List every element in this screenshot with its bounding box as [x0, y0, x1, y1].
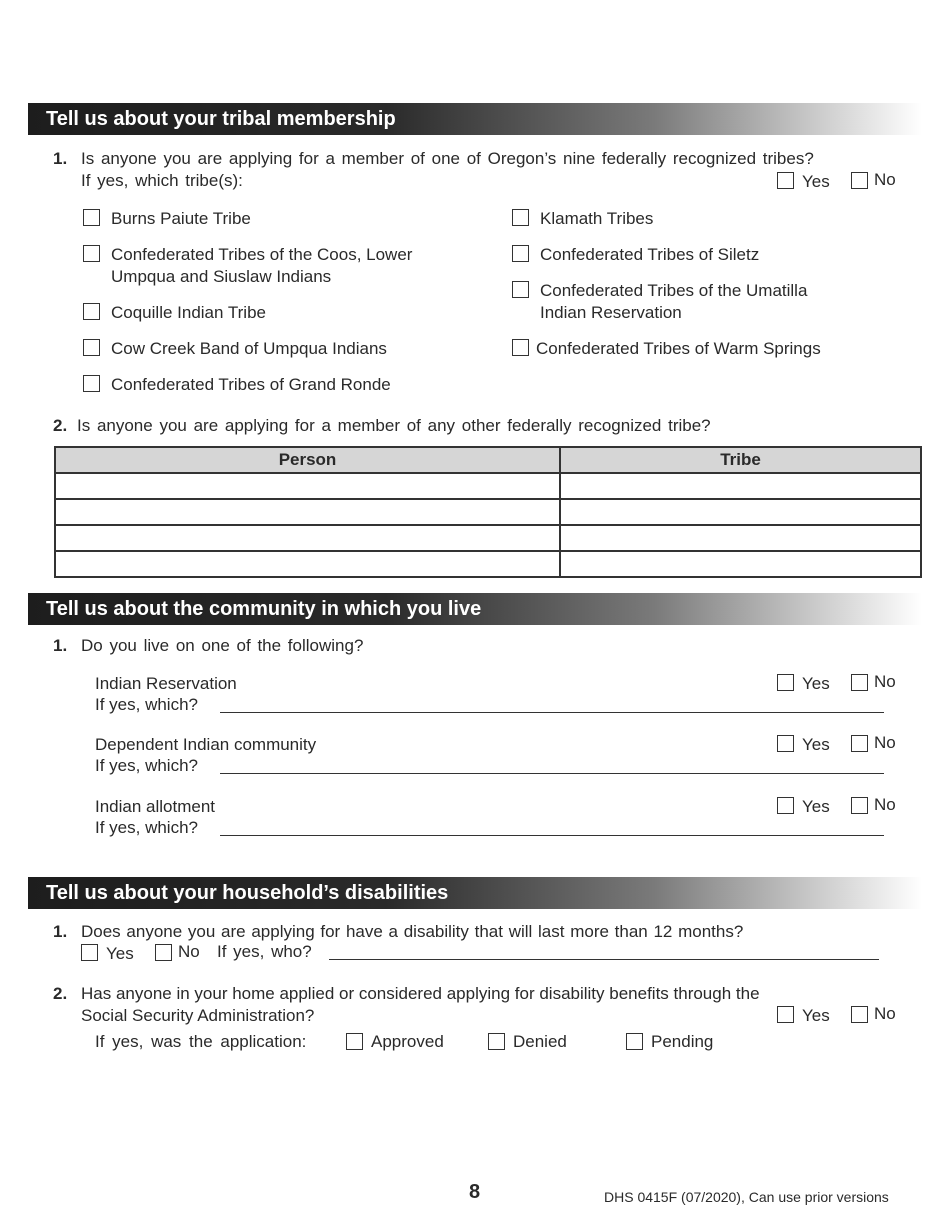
tribe-cell[interactable] — [560, 551, 921, 577]
community-label: Dependent Indian community — [95, 735, 317, 754]
tribe-label-line2: Umpqua and Siuslaw Indians — [111, 267, 332, 286]
question-number: 2. — [53, 416, 68, 435]
section-header-disabilities: Tell us about your household’s disabilities — [28, 877, 922, 909]
tribe-label: Confederated Tribes of the Umatilla — [540, 281, 808, 300]
question-number: 1. — [53, 922, 68, 941]
tribe-label: Klamath Tribes — [540, 209, 654, 228]
yes-checkbox[interactable] — [81, 944, 98, 961]
yes-label: Yes — [106, 944, 134, 963]
tribe-checkbox[interactable] — [512, 209, 529, 226]
no-label: No — [874, 170, 896, 189]
no-checkbox[interactable] — [851, 172, 868, 189]
which-label: If yes, which? — [95, 756, 198, 775]
tribe-cell[interactable] — [560, 473, 921, 499]
community-label: Indian allotment — [95, 797, 216, 816]
other-tribe-table — [54, 446, 922, 578]
tribe-checkbox[interactable] — [83, 339, 100, 356]
no-checkbox[interactable] — [851, 674, 868, 691]
tribe-label: Confederated Tribes of Grand Ronde — [111, 375, 391, 394]
yes-checkbox[interactable] — [777, 1006, 794, 1023]
no-label: No — [874, 795, 896, 814]
application-status-label: If yes, was the application: — [95, 1032, 307, 1051]
no-label: No — [874, 672, 896, 691]
tribe-label: Confederated Tribes of the Coos, Lower — [111, 245, 413, 264]
person-cell[interactable] — [55, 551, 560, 577]
yes-checkbox[interactable] — [777, 797, 794, 814]
who-label: If yes, who? — [217, 942, 312, 961]
which-input-line[interactable] — [220, 773, 884, 774]
tribe-checkbox[interactable] — [512, 339, 529, 356]
no-label: No — [178, 942, 200, 961]
question-number: 1. — [53, 636, 68, 655]
pending-label: Pending — [651, 1032, 714, 1051]
which-input-line[interactable] — [220, 835, 884, 836]
tribe-label: Coquille Indian Tribe — [111, 303, 266, 322]
question-text: Is anyone you are applying for a member of one of Oregon’s nine federally recognized tribes? — [81, 149, 814, 168]
column-header-tribe: Tribe — [560, 447, 921, 473]
tribe-checkbox[interactable] — [83, 245, 100, 262]
approved-label: Approved — [371, 1032, 444, 1051]
tribe-cell[interactable] — [560, 525, 921, 551]
tribe-checkbox[interactable] — [83, 375, 100, 392]
tribe-checkbox[interactable] — [83, 209, 100, 226]
which-label: If yes, which? — [95, 818, 198, 837]
no-label: No — [874, 733, 896, 752]
tribe-checkbox[interactable] — [512, 245, 529, 262]
approved-checkbox[interactable] — [346, 1033, 363, 1050]
which-label: If yes, which? — [95, 695, 198, 714]
question-text: Is anyone you are applying for a member of any other federally recognized tribe? — [77, 416, 711, 435]
section-header-community: Tell us about the community in which you live — [28, 593, 922, 625]
question-number: 1. — [53, 149, 68, 168]
question-subtext: If yes, which tribe(s): — [81, 171, 243, 190]
yes-checkbox[interactable] — [777, 172, 794, 189]
tribe-label: Confederated Tribes of Warm Springs — [536, 339, 821, 358]
denied-label: Denied — [513, 1032, 567, 1051]
pending-checkbox[interactable] — [626, 1033, 643, 1050]
no-label: No — [874, 1004, 896, 1023]
table-row — [55, 551, 921, 577]
column-header-person: Person — [55, 447, 560, 473]
person-cell[interactable] — [55, 499, 560, 525]
table-row — [55, 525, 921, 551]
tribe-label: Burns Paiute Tribe — [111, 209, 251, 228]
table-row — [55, 499, 921, 525]
tribe-label-line2: Indian Reservation — [540, 303, 682, 322]
question-text: Do you live on one of the following? — [81, 636, 364, 655]
section-header-tribal: Tell us about your tribal membership — [28, 103, 922, 135]
tribe-checkbox[interactable] — [512, 281, 529, 298]
page-number: 8 — [469, 1181, 481, 1203]
yes-label: Yes — [802, 674, 830, 693]
person-cell[interactable] — [55, 473, 560, 499]
form-id: DHS 0415F (07/2020), Can use prior versions — [604, 1189, 889, 1205]
no-checkbox[interactable] — [851, 1006, 868, 1023]
question-text: Does anyone you are applying for have a disability that will last more than 12 months? — [81, 922, 744, 941]
tribe-cell[interactable] — [560, 499, 921, 525]
community-label: Indian Reservation — [95, 674, 237, 693]
question-text-line2: Social Security Administration? — [81, 1006, 315, 1025]
person-cell[interactable] — [55, 525, 560, 551]
tribe-label: Confederated Tribes of Siletz — [540, 245, 760, 264]
yes-label: Yes — [802, 1006, 830, 1025]
no-checkbox[interactable] — [851, 797, 868, 814]
yes-label: Yes — [802, 735, 830, 754]
yes-checkbox[interactable] — [777, 674, 794, 691]
question-number: 2. — [53, 984, 68, 1003]
denied-checkbox[interactable] — [488, 1033, 505, 1050]
yes-label: Yes — [802, 172, 830, 191]
yes-label: Yes — [802, 797, 830, 816]
which-input-line[interactable] — [220, 712, 884, 713]
tribe-checkbox[interactable] — [83, 303, 100, 320]
no-checkbox[interactable] — [155, 944, 172, 961]
tribe-label: Cow Creek Band of Umpqua Indians — [111, 339, 387, 358]
table-row — [55, 473, 921, 499]
who-input-line[interactable] — [329, 959, 879, 960]
yes-checkbox[interactable] — [777, 735, 794, 752]
no-checkbox[interactable] — [851, 735, 868, 752]
question-text: Has anyone in your home applied or considered applying for disability benefits through the — [81, 984, 760, 1003]
